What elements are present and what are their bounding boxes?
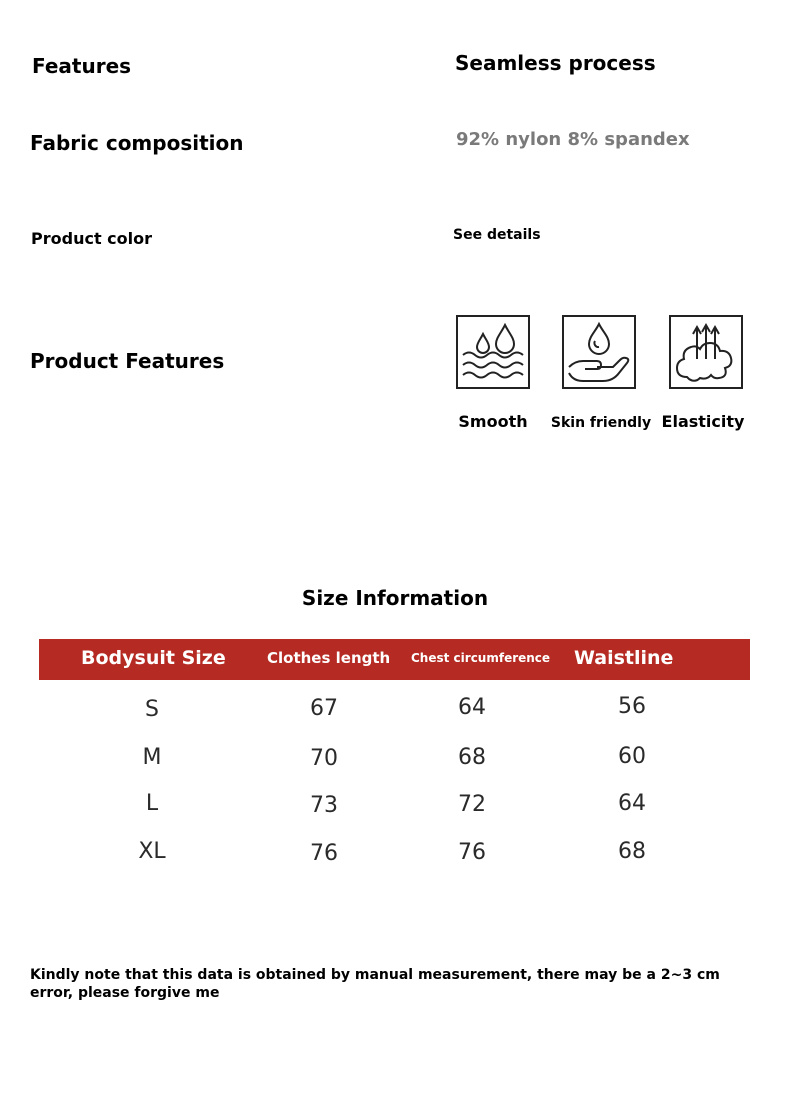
features-label: Features (32, 54, 132, 78)
product-color-label: Product color (31, 229, 152, 248)
header-clothes-length: Clothes length (267, 649, 391, 667)
cell-clothes-length: 67 (310, 696, 338, 721)
header-bodysuit-size: Bodysuit Size (81, 647, 226, 669)
feature-label-smooth: Smooth (458, 412, 528, 431)
feature-label-skin-friendly: Skin friendly (550, 415, 652, 431)
cell-clothes-length: 76 (310, 841, 338, 866)
feature-label-elasticity: Elasticity (661, 412, 745, 431)
cell-size: L (145, 791, 159, 816)
product-features-label: Product Features (30, 349, 225, 373)
cell-clothes-length: 73 (310, 793, 338, 818)
cell-chest: 76 (458, 840, 486, 865)
cell-waistline: 56 (618, 694, 646, 719)
cell-size: XL (138, 839, 166, 864)
cell-clothes-length: 70 (310, 746, 338, 771)
water-drops-waves-icon (456, 315, 530, 389)
size-info-title: Size Information (301, 586, 489, 610)
header-chest-circumference: Chest circumference (411, 651, 551, 665)
fabric-composition-label: Fabric composition (30, 131, 244, 155)
cell-waistline: 68 (618, 839, 646, 864)
cell-size: S (145, 697, 159, 722)
cell-waistline: 60 (618, 744, 646, 769)
cloud-arrows-icon (669, 315, 743, 389)
features-value: Seamless process (455, 51, 656, 75)
cell-size: M (142, 745, 162, 770)
size-table-header (39, 639, 750, 680)
measurement-note-line2: error, please forgive me (30, 985, 220, 1001)
fabric-composition-value: 92% nylon 8% spandex (456, 129, 690, 150)
product-color-value: See details (453, 227, 541, 243)
measurement-note-line1: Kindly note that this data is obtained by manual measurement, there may be a 2~3 cm (30, 967, 720, 983)
cell-chest: 68 (458, 745, 486, 770)
cell-waistline: 64 (618, 791, 646, 816)
header-waistline: Waistline (574, 647, 674, 669)
drop-on-hand-icon (562, 315, 636, 389)
cell-chest: 64 (458, 695, 486, 720)
cell-chest: 72 (458, 792, 486, 817)
